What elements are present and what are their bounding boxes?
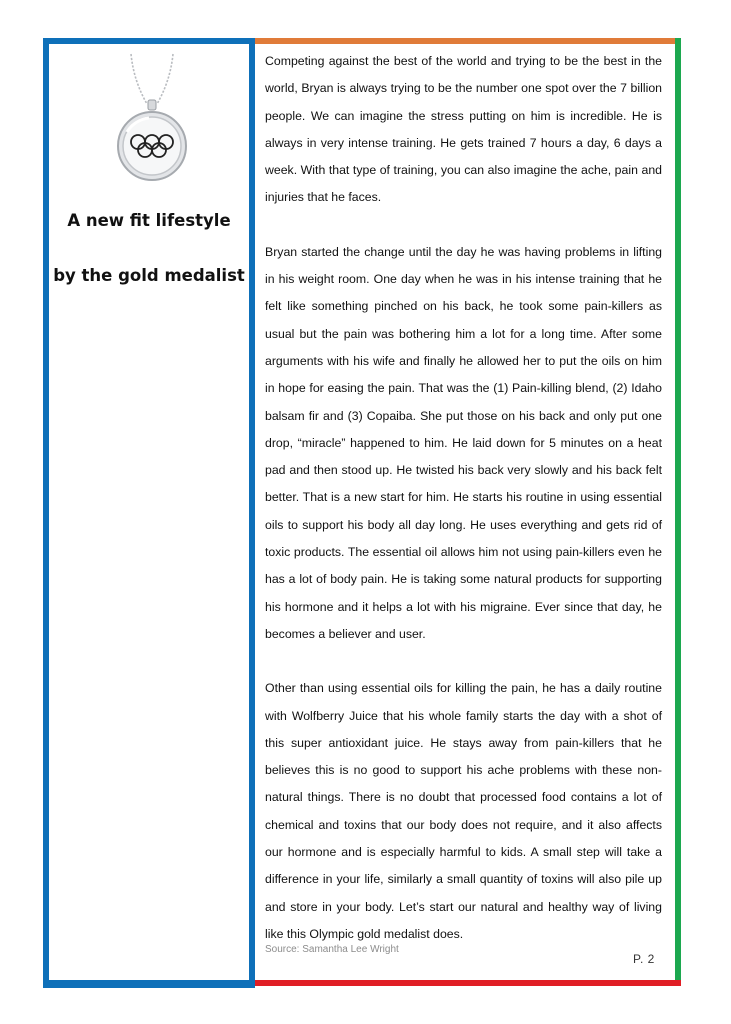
page-number: P. 2 <box>633 952 655 966</box>
article-body <box>265 48 662 948</box>
sidebar-title-line1: A new fit lifestyle <box>67 211 231 230</box>
sidebar-title-line2: by the gold medalist <box>53 266 245 285</box>
article-source: Source: Samantha Lee Wright <box>265 944 399 955</box>
sidebar-panel <box>43 38 255 988</box>
bottom-left-accent-bar <box>43 980 255 986</box>
article-paragraph-1: Competing against the best of the world and trying to be the best in the world, Bryan is always trying to be the number one spot over the 7 billion people. We can imagine the stress putting on him is incredible. He is always in very intense training. He gets trained 7 hours a day, 6 days a week. With that type of training, you can also imagine the ache, pain and injuries that he faces. <box>265 54 662 205</box>
article-paragraph-3: Other than using essential oils for killing the pain, he has a daily routine with Wolfberry Juice that his whole family starts the day with a shot of this super antioxidant juice. He stays away from pain-killers that he believes this is no good to support his ache problems with these non-natural things. There is no doubt that processed food contains a lot of chemical and toxins that our body does not require, and it also affects our hormone and is especially harmful to kids. A small step will take a difference in your life, similarly a small quantity of toxins will also pile up and store in your body. Let’s start our natural and healthy way of living like this Olympic gold medalist does. <box>265 681 662 941</box>
article-paragraph-2: Bryan started the change until the day he was having problems in lifting in his weight room. One day when he was in his intense training that he felt like something pinched on his back, he took some pain-killers as usual but the pain was bothering him a lot for a long time. After some arguments with his wife and finally he allowed her to put the oils on him in hope for easing the pain. That was the (1) Pain-killing blend, (2) Idaho balsam fir and (3) Copaiba. She put those on his back and only put one drop, “miracle” happened to him. He laid down for 5 minutes on a heat pad and then stood up. He twisted his back very slowly and his back felt better. That is a new start for him. He starts his routine in using essential oils to support his body all day long. He uses everything and gets rid of toxic products. The essential oil allows him not using pain-killers even he has a lot of body pain. He is taking some natural products for supporting his hormone and it helps a lot with his migraine. Ever since that day, he becomes a believer and user. <box>265 244 662 641</box>
bottom-accent-bar <box>255 980 681 986</box>
top-accent-bar <box>255 38 676 44</box>
right-accent-bar <box>675 38 681 980</box>
olympic-pendant-image <box>109 52 195 184</box>
